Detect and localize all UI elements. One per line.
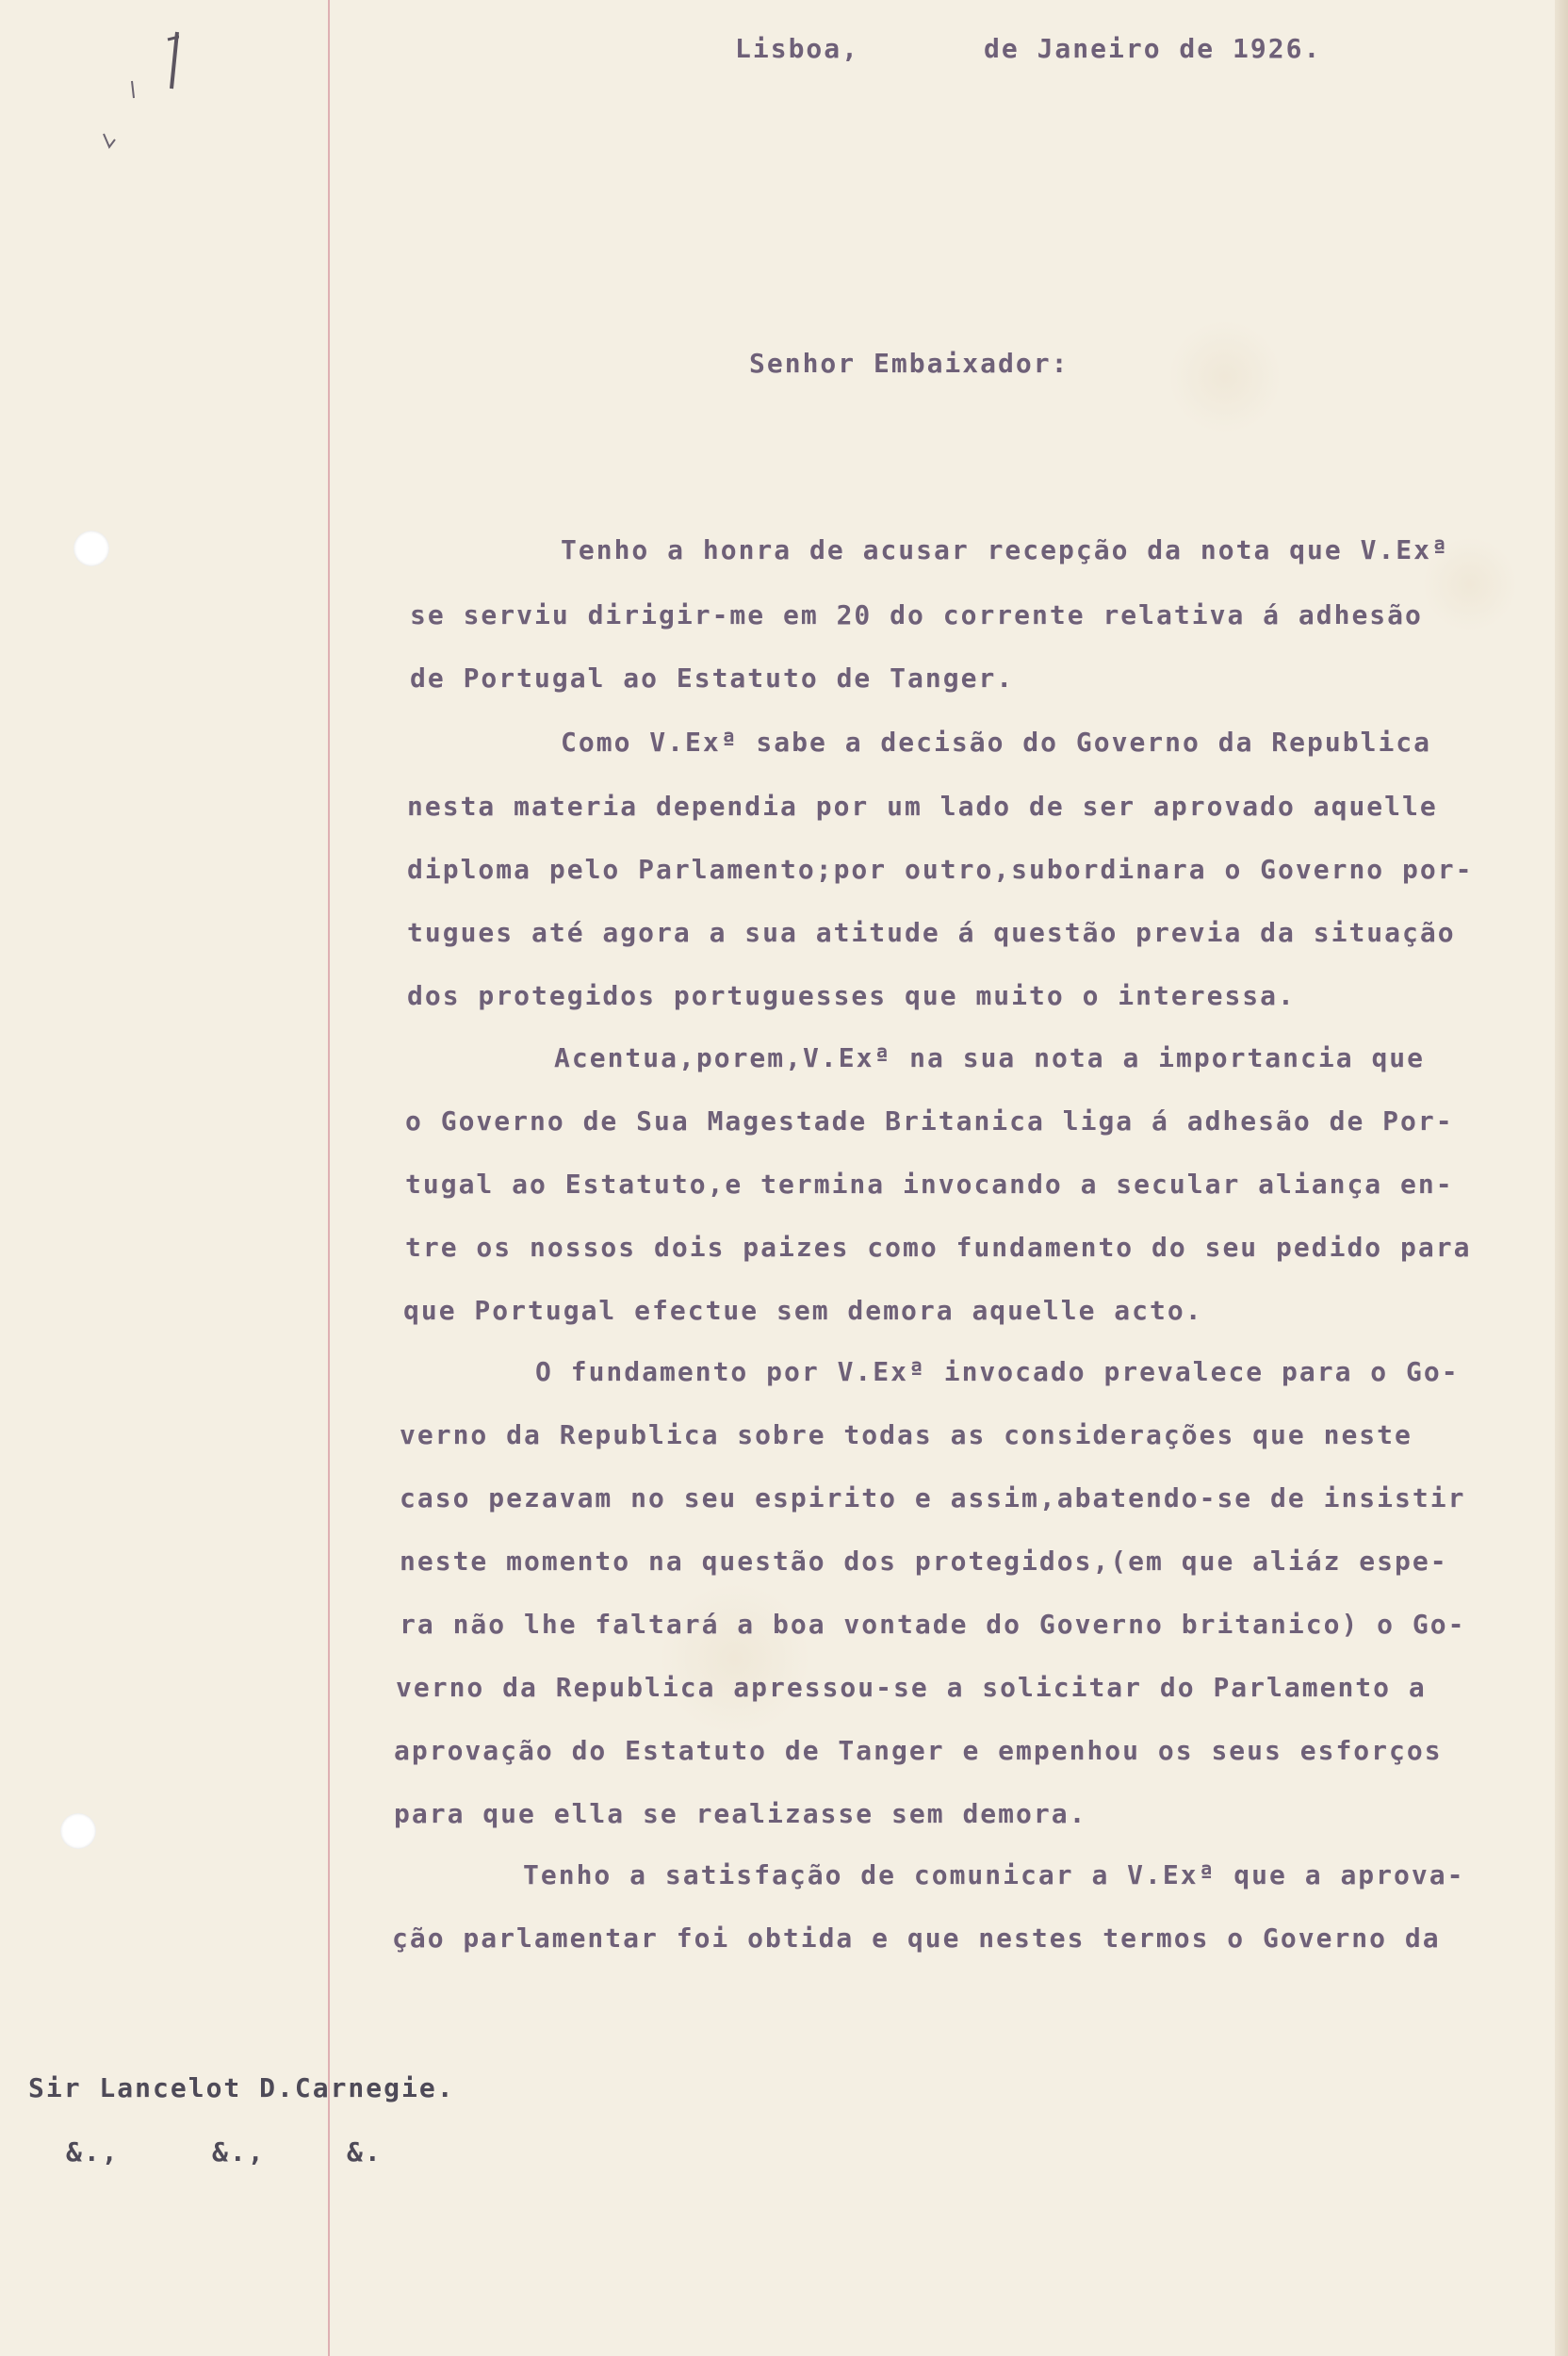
body-line: neste momento na questão dos protegidos,(em que aliáz espe- xyxy=(400,1546,1448,1577)
body-line: para que ella se realizasse sem demora. xyxy=(394,1798,1087,1829)
body-line: de Portugal ao Estatuto de Tanger. xyxy=(410,663,1015,694)
body-line: nesta materia dependia por um lado de ser aprovado aquelle xyxy=(407,791,1438,822)
salutation: Senhor Embaixador: xyxy=(749,348,1070,379)
body-line: Tenho a satisfação de comunicar a V.Exª que a aprova- xyxy=(523,1859,1465,1890)
red-margin-line xyxy=(328,0,330,2356)
body-line: diploma pelo Parlamento;por outro,subordinara o Governo por- xyxy=(407,854,1474,885)
etc-mark: &. xyxy=(347,2136,383,2168)
body-line: ra não lhe faltará a boa vontade do Governo britanico) o Go- xyxy=(400,1609,1466,1640)
body-line: verno da Republica sobre todas as considerações que neste xyxy=(400,1419,1413,1450)
body-line: Tenho a honra de acusar recepção da nota que V.Exª xyxy=(561,534,1449,565)
paper-edge xyxy=(1555,0,1568,2356)
addressee: Sir Lancelot D.Carnegie. xyxy=(28,2072,455,2103)
body-line: verno da Republica apressou-se a solicitar do Parlamento a xyxy=(396,1672,1427,1703)
body-line: tugal ao Estatuto,e termina invocando a secular aliança en- xyxy=(405,1169,1454,1200)
body-line: tre os nossos dois paizes como fundamento do seu pedido para xyxy=(405,1232,1472,1263)
body-line: que Portugal efectue sem demora aquelle acto. xyxy=(403,1295,1203,1326)
body-line: se serviu dirigir-me em 20 do corrente relativa á adhesão xyxy=(410,599,1423,630)
punch-hole xyxy=(60,1813,96,1849)
punch-hole xyxy=(74,531,109,566)
body-line: Acentua,porem,V.Exª na sua nota a importancia que xyxy=(554,1042,1426,1073)
body-line: o Governo de Sua Magestade Britanica liga á adhesão de Por- xyxy=(405,1105,1454,1137)
body-line: Como V.Exª sabe a decisão do Governo da Republica xyxy=(561,727,1432,758)
body-line: ção parlamentar foi obtida e que nestes termos o Governo da xyxy=(392,1922,1441,1954)
body-line: dos protegidos portuguesses que muito o interessa. xyxy=(407,980,1296,1011)
etc-mark: &., xyxy=(212,2136,266,2168)
body-line: tugues até agora a sua atitude á questão previa da situação xyxy=(407,917,1456,948)
body-line: O fundamento por V.Exª invocado prevalece para o Go- xyxy=(535,1356,1460,1387)
body-line: aprovação do Estatuto de Tanger e empenhou os seus esforços xyxy=(394,1735,1443,1766)
pencil-marks xyxy=(66,23,179,173)
body-line: caso pezavam no seu espirito e assim,abatendo-se de insistir xyxy=(400,1482,1466,1513)
etc-mark: &., xyxy=(66,2136,120,2168)
dateline: Lisboa, de Janeiro de 1926. xyxy=(735,33,1322,64)
